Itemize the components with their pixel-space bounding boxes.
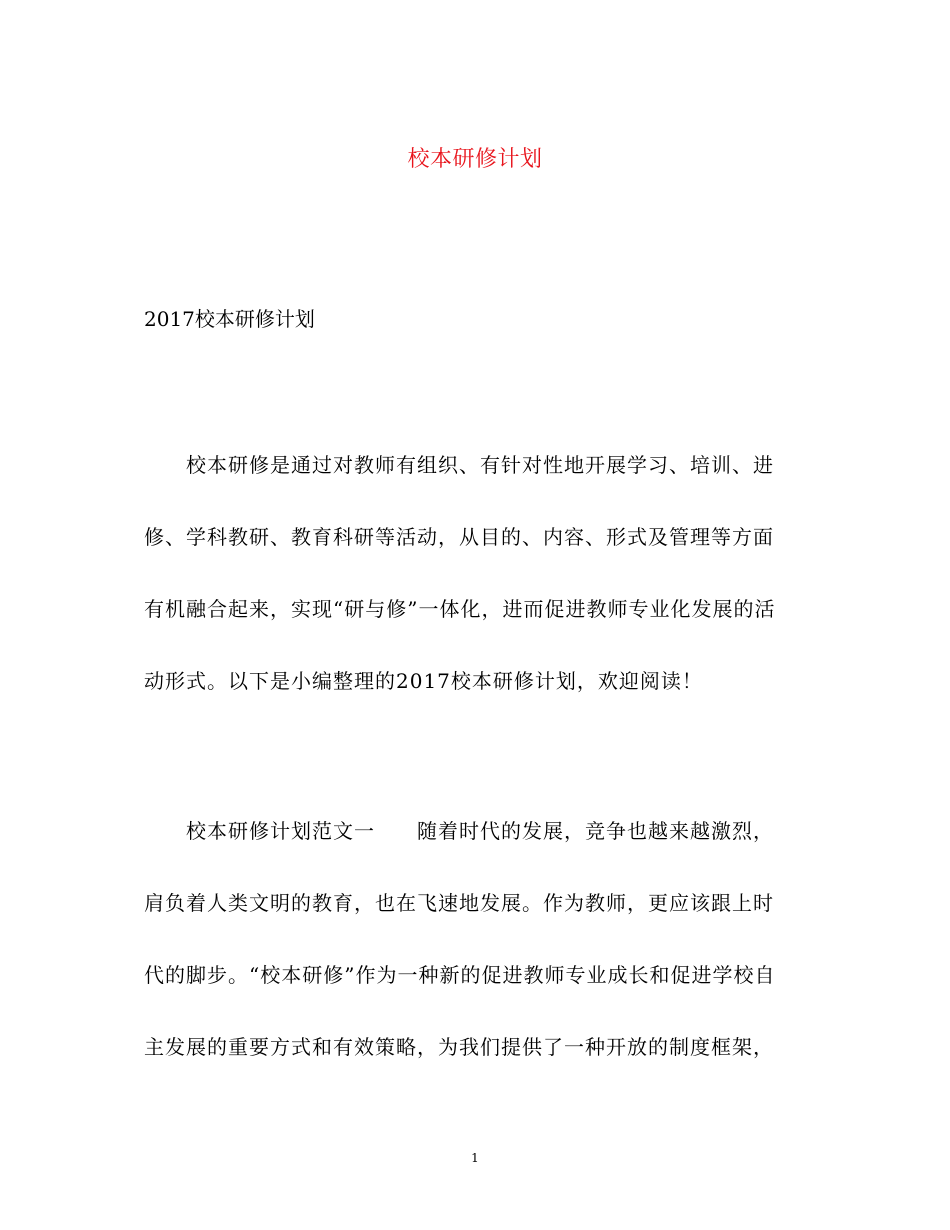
intro-paragraph <box>144 429 804 717</box>
sample-one-paragraph <box>144 795 804 1083</box>
paragraph-line: 主发展的重要方式和有效策略，为我们提供了一种开放的制度框架， <box>144 1035 774 1059</box>
paragraph-line: 动形式。以下是小编整理的2017校本研修计划，欢迎阅读！ <box>144 669 703 693</box>
document-title: 校本研修计划 <box>407 147 543 172</box>
paragraph-line: 肩负着人类文明的教育，也在飞速地发展。作为教师，更应该跟上时 <box>144 891 774 915</box>
paragraph-line: 修、学科教研、教育科研等活动，从目的、内容、形式及管理等方面 <box>144 525 774 549</box>
paragraph-line: 校本研修是通过对教师有组织、有针对性地开展学习、培训、进 <box>186 453 774 477</box>
paragraph-line: 校本研修计划范文一 随着时代的发展，竞争也越来越激烈， <box>186 819 774 843</box>
paragraph-line: 代的脚步。“校本研修”作为一种新的促进教师专业成长和促进学校自 <box>144 963 776 987</box>
paragraph-line: 有机融合起来，实现“研与修”一体化，进而促进教师专业化发展的活 <box>144 597 776 621</box>
page-number: 1 <box>471 1151 479 1165</box>
document-subtitle: 2017校本研修计划 <box>144 307 315 331</box>
